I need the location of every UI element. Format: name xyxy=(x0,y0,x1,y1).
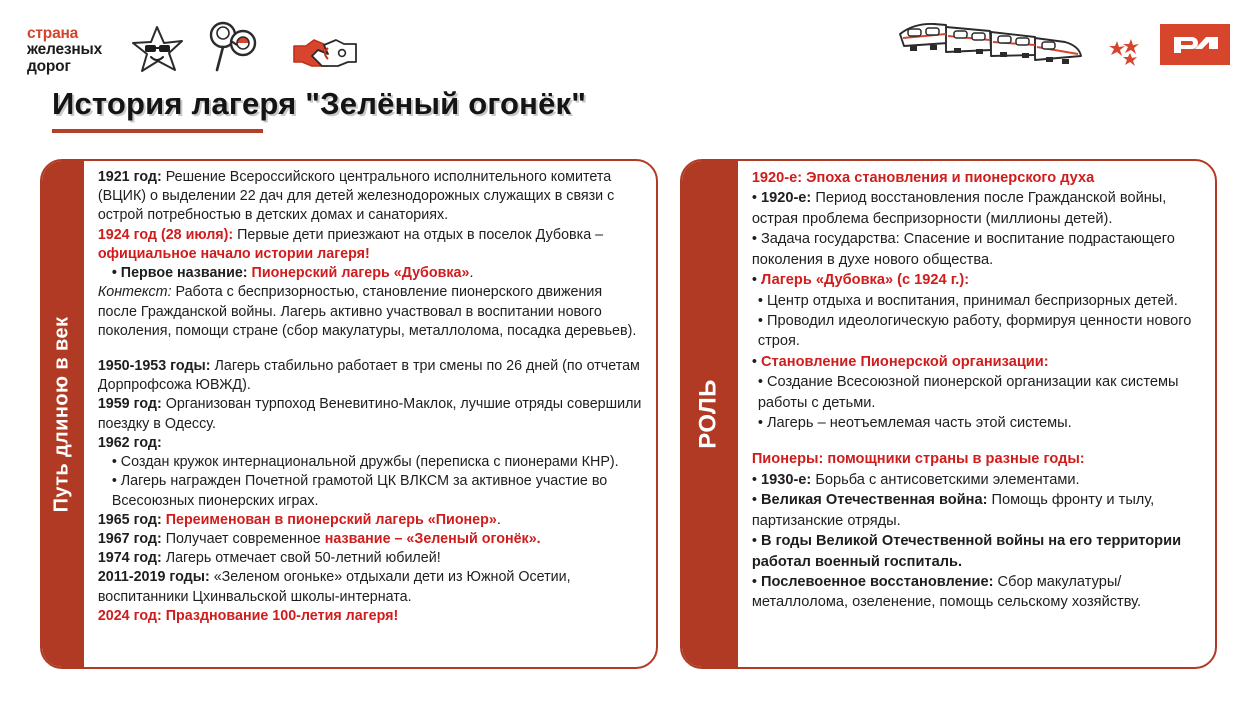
text-line xyxy=(752,372,1203,413)
panel-history-timeline xyxy=(40,159,658,669)
rzd-logo-glyph xyxy=(1171,34,1219,56)
text-plain: • xyxy=(751,533,761,550)
text-bold: 1962 год: xyxy=(97,434,162,451)
handshake-icon xyxy=(292,36,358,77)
text-accent: Пионерский лагерь «Дубовка» xyxy=(251,265,470,282)
text-plain: Лагерь отмечает свой 50-летний юбилей! xyxy=(161,550,441,567)
star-sunglasses-icon xyxy=(130,24,186,79)
text-bold: 1950-1953 годы: xyxy=(97,357,211,374)
text-plain: «Зеленом огоньке» отдыхали дети из Южной Осетии, воспитанники Цхинвальской школы-интерната. xyxy=(97,569,571,605)
railway-signal-icon xyxy=(205,18,263,79)
text-line xyxy=(98,395,644,433)
sparks-icon xyxy=(1108,38,1142,73)
text-line xyxy=(98,168,644,226)
text-plain: Первые дети приезжают на отдых в поселок Дубовка – xyxy=(233,226,604,243)
text-accent: название – «Зеленый огонёк». xyxy=(324,530,541,547)
rzd-logo xyxy=(1160,24,1230,65)
train-icon xyxy=(896,18,1086,79)
text-bold: 1959 год: xyxy=(97,396,162,413)
panel-left-tab-label: Путь длиною в век xyxy=(50,316,73,512)
text-plain: Организован турпоход Веневитино-Маклок, лучшие отряды совершили поездку в Одессу. xyxy=(97,396,642,432)
text-plain: Центр отдыха и воспитания, принимал беспризорных детей. xyxy=(766,292,1178,309)
text-line xyxy=(752,188,1203,229)
text-bold: Первое название: xyxy=(120,265,252,282)
text-plain: • xyxy=(757,292,767,309)
text-plain: • xyxy=(751,574,761,591)
text-accent: Лагерь «Дубовка» (с 1924 г.): xyxy=(760,272,970,289)
text-plain: • xyxy=(751,471,761,488)
text-plain: Лагерь стабильно работает в три смены по 26 дней (по отчетам Дорпрофсожа ЮВЖД). xyxy=(97,357,640,394)
text-plain: • xyxy=(751,190,761,207)
text-line xyxy=(752,168,1203,188)
text-line xyxy=(752,470,1203,490)
text-plain: Лагерь – неотъемлемая часть этой системы. xyxy=(766,415,1072,432)
text-plain: • xyxy=(111,454,121,471)
text-line xyxy=(98,434,644,453)
text-bold: В годы Великой Отечественной войны на его территории работал военный госпиталь. xyxy=(751,533,1182,570)
text-line xyxy=(98,357,644,395)
panel-left-content xyxy=(84,161,656,667)
panel-right-tab xyxy=(680,159,738,669)
text-accent: 1920-е: Эпоха становления и пионерского духа xyxy=(751,170,1095,186)
text-bold: 1965 год: xyxy=(97,511,166,528)
text-plain: • xyxy=(757,374,767,391)
text-accent: 2024 год: Празднование 100-летия лагеря! xyxy=(97,607,399,624)
text-plain: Проводил идеологическую работу, формируя ценности нового строя. xyxy=(757,312,1192,350)
text-line xyxy=(752,352,1203,372)
page-title: История лагеря "Зелёный огонёк" xyxy=(52,86,587,121)
text-plain: . xyxy=(496,511,501,528)
text-italic: Контекст: xyxy=(97,284,172,301)
text-bold: 1920-е: xyxy=(760,190,812,207)
text-line xyxy=(752,449,1203,469)
page-header xyxy=(0,0,1250,86)
text-plain: Создание Всесоюзной пионерской организации как системы работы с детьми. xyxy=(757,374,1179,411)
page-title-block xyxy=(52,86,952,133)
text-bold: 1967 год: xyxy=(97,530,162,547)
text-plain: Помощь фронту и тылу, партизанские отряды. xyxy=(751,492,1155,529)
text-line xyxy=(752,229,1203,270)
text-plain: • xyxy=(757,312,767,329)
text-plain: Задача государства: Спасение и воспитание подрастающего поколения в духе нового общества. xyxy=(751,231,1175,268)
title-underline-rule xyxy=(52,129,263,133)
brand-logo-line-3: дорог xyxy=(27,57,71,75)
text-bold: • xyxy=(111,265,121,282)
text-line xyxy=(752,311,1203,352)
text-plain: Период восстановления после Гражданской войны, острая проблема беспризорности (миллионы детей). xyxy=(751,190,1167,227)
text-plain: • xyxy=(757,415,767,432)
text-line xyxy=(98,453,644,472)
text-accent: 1924 год (28 июля): xyxy=(97,226,234,243)
text-plain: • xyxy=(751,231,761,248)
text-line xyxy=(98,549,644,568)
text-bold: 1930-е: xyxy=(760,471,812,488)
text-line xyxy=(752,270,1203,290)
text-line xyxy=(98,283,644,341)
text-plain: • xyxy=(111,473,121,490)
text-line xyxy=(98,607,644,626)
text-line xyxy=(752,490,1203,531)
panel-right-content xyxy=(738,161,1215,667)
brand-logo-line-1: страна xyxy=(27,25,79,42)
text-accent: Переименован в пионерский лагерь «Пионер» xyxy=(165,511,497,528)
text-line xyxy=(98,530,644,549)
text-line xyxy=(752,413,1203,433)
text-plain: . xyxy=(469,265,474,282)
text-plain: • xyxy=(751,492,761,509)
text-plain: Решение Всероссийского центрального исполнительного комитета (ВЦИК) о выделении 22 дач для детей железнодорожных служащих в связи с острой потребностью в детских домах и санаториях. xyxy=(97,169,615,224)
text-plain: Борьба с антисоветскими элементами. xyxy=(811,471,1080,488)
text-line xyxy=(98,568,644,606)
text-line xyxy=(98,264,644,283)
text-accent: Становление Пионерской организации: xyxy=(760,353,1049,370)
text-line xyxy=(98,511,644,530)
brand-logo xyxy=(27,26,102,75)
text-accent: Пионеры: помощники страны в разные годы: xyxy=(751,451,1085,468)
text-bold: 1974 год: xyxy=(97,550,162,567)
text-line xyxy=(752,531,1203,572)
text-bold: Послевоенное восстановление: xyxy=(760,574,994,591)
text-plain: Работа с беспризорностью, становление пионерского движения после Гражданской войны. Лагерь активно участвовал в воспитании нового поколения, помощи стране (сбор макулатуры, металлолома, посадка деревьев). xyxy=(97,284,637,339)
text-plain: Создан кружок интернациональной дружбы (переписка с пионерами КНР). xyxy=(120,454,619,471)
text-line xyxy=(98,226,644,264)
text-plain: Лагерь награжден Почетной грамотой ЦК ВЛКСМ за активное участие во Всесоюзных пионерских играх. xyxy=(111,473,608,509)
text-line xyxy=(752,572,1203,613)
text-line xyxy=(98,472,644,510)
text-bold: 1921 год: xyxy=(97,169,162,185)
panel-role xyxy=(680,159,1217,669)
text-bold: 2011-2019 годы: xyxy=(97,569,210,586)
text-plain: Сбор макулатуры/металлолома, озеленение, помощь сельскому хозяйству. xyxy=(751,574,1142,611)
text-plain: Получает современное xyxy=(161,530,325,547)
panel-left-tab xyxy=(40,159,84,669)
text-bold: Великая Отечественная война: xyxy=(760,492,988,509)
panel-right-tab-label: РОЛЬ xyxy=(694,379,722,449)
text-plain: • xyxy=(751,272,761,289)
brand-logo-line-2: железных xyxy=(27,41,102,59)
text-plain: • xyxy=(751,353,761,370)
text-accent: официальное начало истории лагеря! xyxy=(97,245,370,262)
text-line xyxy=(752,291,1203,311)
